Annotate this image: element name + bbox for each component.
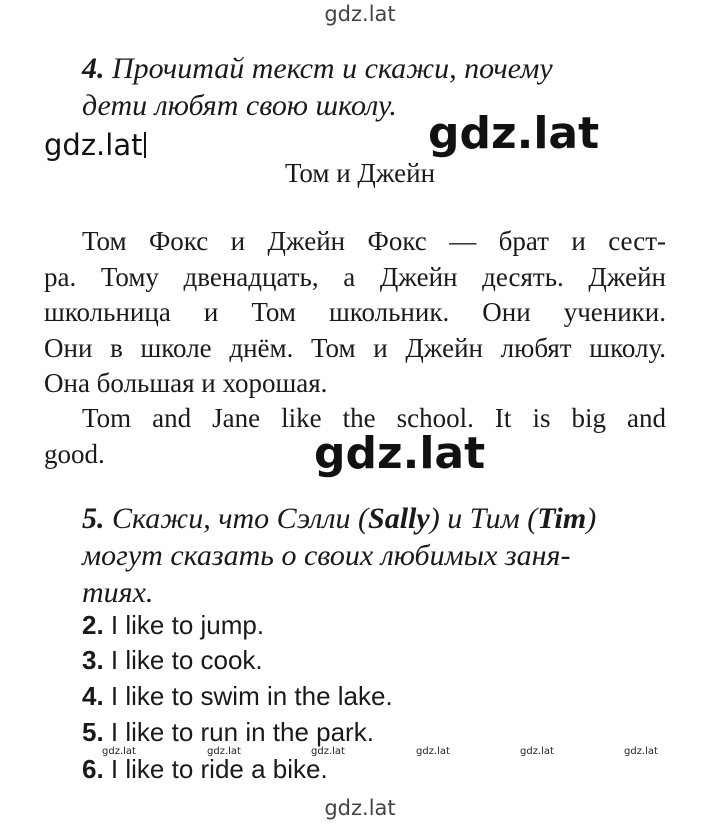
answer-text: I like to jump. bbox=[110, 610, 265, 640]
task-4-heading-line-1 bbox=[82, 50, 553, 87]
answer-number: 5. bbox=[82, 717, 104, 747]
name-tim: Tim bbox=[537, 502, 587, 535]
name-sally: Sally bbox=[368, 502, 430, 535]
answer-text: I like to ride a bike. bbox=[110, 754, 328, 784]
answer-item bbox=[82, 754, 328, 785]
answer-text: I like to cook. bbox=[110, 645, 263, 675]
task-5-heading-line-2: могут сказать о своих любимых заня- bbox=[82, 539, 571, 572]
answer-number: 4. bbox=[82, 681, 104, 711]
watermark-small: gdz.lat bbox=[311, 746, 345, 757]
story-line: Tom and Jane like the school. It is big and bbox=[82, 403, 666, 433]
answer-number: 3. bbox=[82, 645, 104, 675]
task-4-number: 4. bbox=[82, 52, 105, 85]
cursor-mark bbox=[144, 132, 146, 158]
watermark-big-1: gdz.lat bbox=[428, 108, 600, 159]
watermark-bottom: gdz.lat bbox=[324, 796, 396, 820]
answer-item bbox=[82, 645, 263, 676]
answer-item bbox=[82, 717, 374, 748]
story-line: школьница и Том школьник. Они ученики. bbox=[44, 297, 666, 327]
story-line: Они в школе днём. Том и Джейн любят школу. bbox=[44, 332, 666, 363]
story-line: ра. Тому двенадцать, а Джейн десять. Джейн bbox=[44, 261, 666, 292]
watermark-big-2: gdz.lat bbox=[314, 428, 486, 479]
watermark-small: gdz.lat bbox=[416, 746, 450, 757]
answer-item bbox=[82, 681, 393, 712]
watermark-small: gdz.lat bbox=[520, 746, 554, 757]
story-paragraph-1 bbox=[44, 224, 666, 402]
watermark-top: gdz.lat bbox=[324, 2, 396, 26]
story-line: Она большая и хорошая. bbox=[44, 368, 328, 398]
task-5-heading-line-1 bbox=[82, 500, 596, 537]
task-4-instruction-1: Прочитай текст и скажи, почему bbox=[112, 52, 553, 85]
answer-item bbox=[82, 610, 264, 641]
story-line: Том Фокс и Джейн Фокс — брат и сест- bbox=[82, 226, 666, 256]
watermark-small: gdz.lat bbox=[102, 746, 136, 757]
task-5-text: ) bbox=[586, 502, 597, 535]
task-5-heading-line-3: тиях. bbox=[82, 576, 154, 609]
story-line: good. bbox=[44, 438, 105, 469]
task-5-text: Скажи, что Сэлли ( bbox=[112, 502, 369, 535]
task-5-text: ) и Тим ( bbox=[429, 502, 538, 535]
answer-text: I like to swim in the lake. bbox=[110, 681, 393, 711]
task-4-heading-line-2: дети любят свою школу. bbox=[82, 89, 397, 122]
watermark-small: gdz.lat bbox=[624, 746, 658, 757]
answer-number: 2. bbox=[82, 610, 104, 640]
watermark-small: gdz.lat bbox=[207, 746, 241, 757]
story-title: Том и Джейн bbox=[284, 158, 436, 188]
answer-text: I like to run in the park. bbox=[110, 717, 374, 747]
task-5-number: 5. bbox=[82, 502, 105, 535]
watermark-left: gdz.lat bbox=[44, 128, 146, 162]
answer-number: 6. bbox=[82, 754, 104, 784]
